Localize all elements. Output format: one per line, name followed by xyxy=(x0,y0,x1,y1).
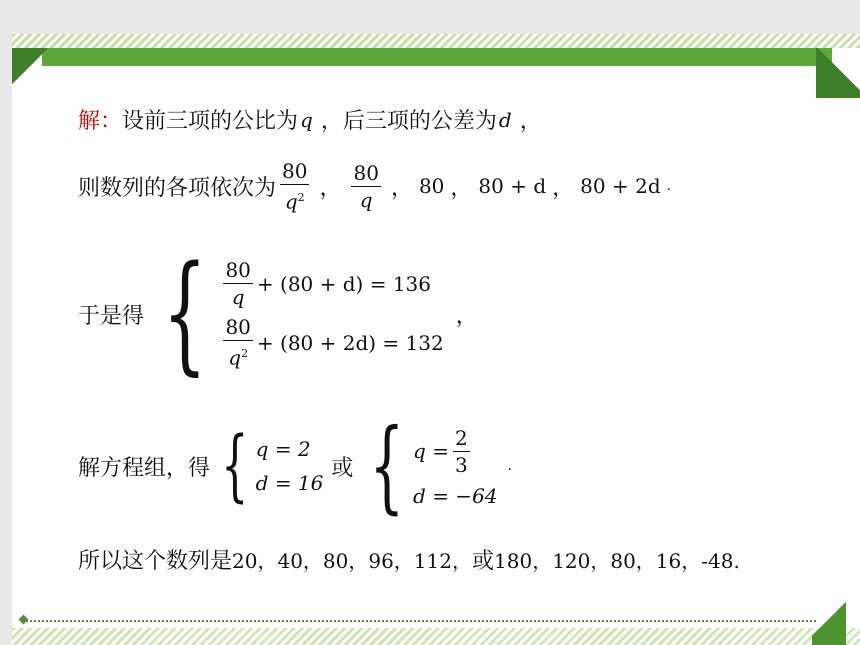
equation-1-fraction xyxy=(223,257,252,310)
comma: ， xyxy=(390,175,413,201)
solution-2-fraction xyxy=(453,425,470,478)
solution-2-d: d = −64 xyxy=(413,483,498,508)
bottom-stripe-decoration xyxy=(12,628,860,645)
equation-2 xyxy=(219,314,443,371)
top-stripe-decoration xyxy=(12,34,860,48)
left-brace-icon: { xyxy=(221,421,249,511)
line2-text-a: 则数列的各项依次为 xyxy=(78,175,277,201)
equation-2-fraction xyxy=(223,314,252,371)
fraction-numerator: 80 xyxy=(225,315,251,340)
fraction-denominator xyxy=(285,185,305,215)
or-word: 或 xyxy=(472,549,495,574)
solution-label: 解 xyxy=(78,109,101,134)
comma: ， xyxy=(450,175,473,201)
bottom-right-fold-decoration xyxy=(812,600,846,645)
denominator-exponent: 2 xyxy=(297,191,305,204)
fraction-denominator: q xyxy=(359,187,373,212)
left-brace-icon: { xyxy=(369,407,405,524)
equation-system xyxy=(144,239,444,388)
solution-system-1 xyxy=(210,421,324,511)
equation-2-rest: + (80 + 2d) = 132 xyxy=(256,330,444,355)
top-left-fold-decoration xyxy=(12,48,48,84)
or-word: 或 xyxy=(331,455,354,481)
bottom-dotted-rule xyxy=(26,620,816,622)
denominator-exponent: 2 xyxy=(241,347,249,361)
fraction-denominator: 3 xyxy=(454,452,468,477)
fraction-denominator: q xyxy=(231,285,245,310)
fraction-numerator: 2 xyxy=(454,425,468,450)
comma: ， xyxy=(552,175,575,201)
line5-text-a: 所以这个数列是 xyxy=(78,549,233,574)
equation-list xyxy=(219,257,443,371)
line1-text-b: ，后三项的公差为 xyxy=(320,109,497,134)
solution-1-list xyxy=(256,432,324,500)
equation-1 xyxy=(219,257,443,310)
top-right-fold-decoration xyxy=(816,48,860,98)
denominator-var: q xyxy=(228,345,242,370)
fraction-numerator: 80 xyxy=(282,159,308,183)
solution-system-2 xyxy=(355,407,498,524)
term-5: 80 + 2d xyxy=(580,174,661,199)
left-brace-icon: { xyxy=(162,239,208,388)
solution-1-d: d = 16 xyxy=(255,471,324,495)
line1-text-a: 设前三项的公比为 xyxy=(122,109,299,134)
var-d: d xyxy=(498,107,512,132)
fraction-numerator: 80 xyxy=(225,258,251,283)
period: . xyxy=(666,178,672,195)
term-3: 80 xyxy=(418,174,445,199)
solution-line-2 xyxy=(78,158,671,215)
fraction-denominator xyxy=(228,341,248,371)
solution-line-1 xyxy=(78,104,542,135)
solution-line-4 xyxy=(78,407,512,524)
comma: ， xyxy=(319,175,342,201)
solution-line-5 xyxy=(78,544,740,575)
line4-text-a: 解方程组，得 xyxy=(78,455,211,481)
term-fraction-1 xyxy=(280,158,309,215)
sequence-1: 20，40，80，96，112， xyxy=(232,549,472,573)
var-q: q xyxy=(300,107,313,132)
solution-2-q xyxy=(413,425,497,478)
term-fraction-2 xyxy=(351,160,380,213)
line1-text-c: ， xyxy=(519,109,542,134)
solution-line-3 xyxy=(78,239,478,388)
solution-colon: ： xyxy=(100,109,123,134)
solution-2-q-lhs: q = xyxy=(413,439,449,463)
denominator-var: q xyxy=(284,189,298,214)
solution-2-list xyxy=(413,425,497,508)
term-4: 80 + d xyxy=(478,174,547,199)
solution-1-q: q = 2 xyxy=(255,437,311,461)
top-green-bar xyxy=(42,48,832,66)
comma: ， xyxy=(455,303,478,329)
equation-1-rest: + (80 + d) = 136 xyxy=(256,271,431,296)
sequence-2: 180，120，80，16，-48. xyxy=(494,549,740,573)
line3-text-a: 于是得 xyxy=(78,303,145,329)
fraction-numerator: 80 xyxy=(353,160,379,185)
period: . xyxy=(507,458,512,474)
